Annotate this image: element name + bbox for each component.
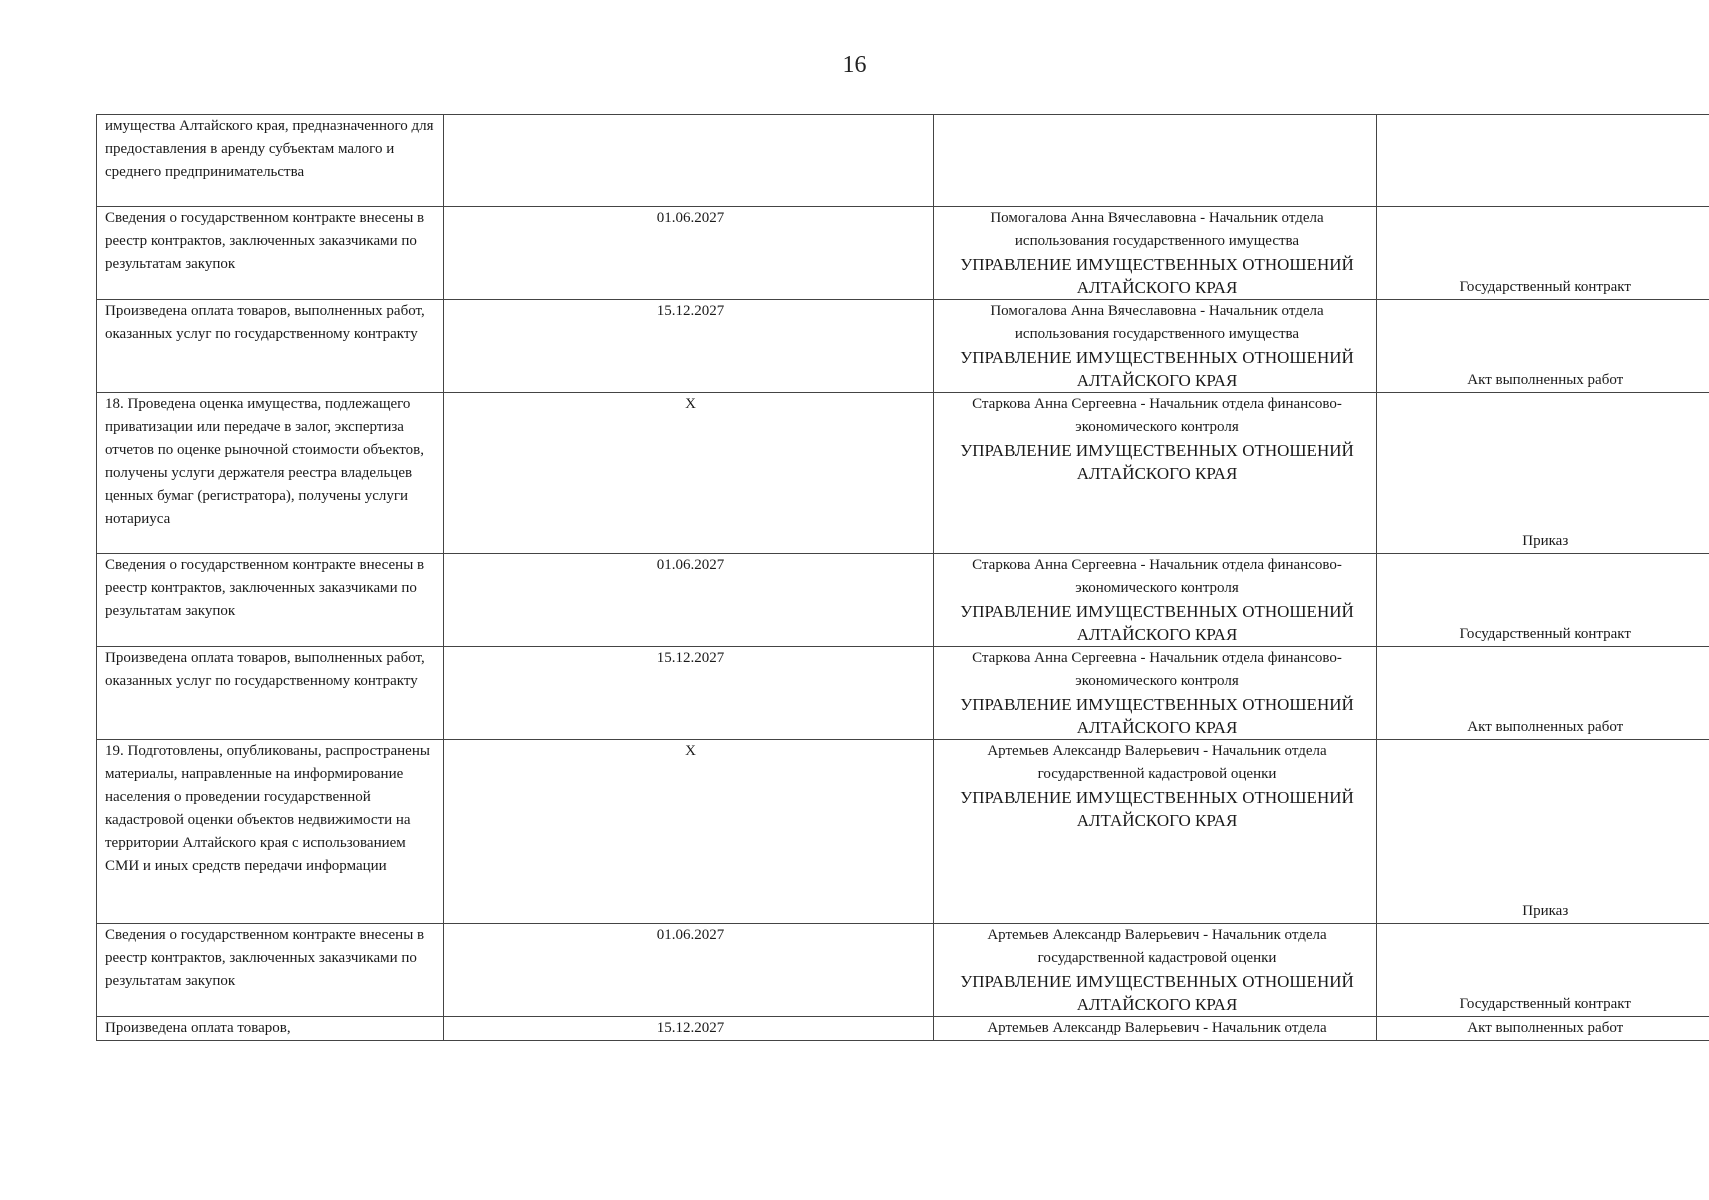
responsible-cell (934, 300, 1377, 393)
responsible-cell (934, 1017, 1377, 1041)
date-cell: 15.12.2027 (444, 1017, 934, 1041)
responsible-person: Помогалова Анна Вячеславовна - Начальник отдела использования государственного имущества (990, 303, 1324, 342)
event-cell: 18. Проведена оценка имущества, подлежащего приватизации или передаче в залог, экспертиза отчетов по оценке рыночной стоимости объектов, получены услуги держателя реестра владельцев ценных бумаг (регистратора), получены услуги нотариуса (97, 393, 444, 554)
document-cell: Государственный контракт (1377, 924, 1709, 1017)
date-cell: 01.06.2027 (444, 924, 934, 1017)
responsible-org: УПРАВЛЕНИЕ ИМУЩЕСТВЕННЫХ ОТНОШЕНИЙ АЛТАЙСКОГО КРАЯ (960, 695, 1354, 737)
responsible-org: УПРАВЛЕНИЕ ИМУЩЕСТВЕННЫХ ОТНОШЕНИЙ АЛТАЙСКОГО КРАЯ (960, 348, 1354, 390)
document-cell: Приказ (1377, 393, 1709, 554)
event-cell: Сведения о государственном контракте внесены в реестр контрактов, заключенных заказчиками по результатам закупок (97, 924, 444, 1017)
event-cell: Сведения о государственном контракте внесены в реестр контрактов, заключенных заказчиками по результатам закупок (97, 554, 444, 647)
responsible-person: Артемьев Александр Валерьевич - Начальник отдела государственной кадастровой оценки (987, 927, 1327, 966)
table-row (97, 647, 1709, 740)
responsible-person: Старкова Анна Сергеевна - Начальник отдела финансово-экономического контроля (972, 650, 1342, 689)
document-cell (1377, 115, 1709, 207)
date-cell: 01.06.2027 (444, 207, 934, 300)
responsible-person: Старкова Анна Сергеевна - Начальник отдела финансово-экономического контроля (972, 557, 1342, 596)
event-cell: Произведена оплата товаров, (97, 1017, 444, 1041)
event-cell: имущества Алтайского края, предназначенного для предоставления в аренду субъектам малого и среднего предпринимательства (97, 115, 444, 207)
responsible-person: Старкова Анна Сергеевна - Начальник отдела финансово-экономического контроля (972, 396, 1342, 435)
responsible-cell (934, 207, 1377, 300)
table-row (97, 1017, 1709, 1041)
responsible-org: УПРАВЛЕНИЕ ИМУЩЕСТВЕННЫХ ОТНОШЕНИЙ АЛТАЙСКОГО КРАЯ (960, 788, 1354, 830)
document-cell: Государственный контракт (1377, 207, 1709, 300)
date-cell: 15.12.2027 (444, 300, 934, 393)
table-row (97, 115, 1709, 207)
table-row (97, 554, 1709, 647)
responsible-person: Артемьев Александр Валерьевич - Начальник отдела (987, 1020, 1327, 1036)
responsible-org: УПРАВЛЕНИЕ ИМУЩЕСТВЕННЫХ ОТНОШЕНИЙ АЛТАЙСКОГО КРАЯ (960, 972, 1354, 1014)
date-cell (444, 115, 934, 207)
responsible-cell (934, 647, 1377, 740)
table-row (97, 393, 1709, 554)
event-cell: Произведена оплата товаров, выполненных работ, оказанных услуг по государственному контракту (97, 647, 444, 740)
table-row (97, 924, 1709, 1017)
date-cell: 01.06.2027 (444, 554, 934, 647)
date-cell: Х (444, 740, 934, 924)
event-cell: 19. Подготовлены, опубликованы, распространены материалы, направленные на информирование населения о проведении государственной кадастровой оценки объектов недвижимости на территории Алтайского края с использованием СМИ и иных средств передачи информации (97, 740, 444, 924)
responsible-cell (934, 115, 1377, 207)
responsible-person: Артемьев Александр Валерьевич - Начальник отдела государственной кадастровой оценки (987, 743, 1327, 782)
event-cell: Произведена оплата товаров, выполненных работ, оказанных услуг по государственному контракту (97, 300, 444, 393)
responsible-cell (934, 393, 1377, 554)
responsible-cell (934, 740, 1377, 924)
page-number: 16 (842, 52, 867, 78)
responsible-person: Помогалова Анна Вячеславовна - Начальник отдела использования государственного имущества (990, 210, 1324, 249)
table-row (97, 300, 1709, 393)
document-cell: Приказ (1377, 740, 1709, 924)
responsible-org: УПРАВЛЕНИЕ ИМУЩЕСТВЕННЫХ ОТНОШЕНИЙ АЛТАЙСКОГО КРАЯ (960, 255, 1354, 297)
plan-table (96, 114, 1709, 1041)
responsible-cell (934, 554, 1377, 647)
document-cell: Акт выполненных работ (1377, 1017, 1709, 1041)
document-cell: Государственный контракт (1377, 554, 1709, 647)
date-cell: Х (444, 393, 934, 554)
date-cell: 15.12.2027 (444, 647, 934, 740)
table-row (97, 207, 1709, 300)
responsible-org: УПРАВЛЕНИЕ ИМУЩЕСТВЕННЫХ ОТНОШЕНИЙ АЛТАЙСКОГО КРАЯ (960, 602, 1354, 644)
event-cell: Сведения о государственном контракте внесены в реестр контрактов, заключенных заказчиками по результатам закупок (97, 207, 444, 300)
responsible-cell (934, 924, 1377, 1017)
document-cell: Акт выполненных работ (1377, 647, 1709, 740)
table-row (97, 740, 1709, 924)
document-cell: Акт выполненных работ (1377, 300, 1709, 393)
responsible-org: УПРАВЛЕНИЕ ИМУЩЕСТВЕННЫХ ОТНОШЕНИЙ АЛТАЙСКОГО КРАЯ (960, 441, 1354, 483)
